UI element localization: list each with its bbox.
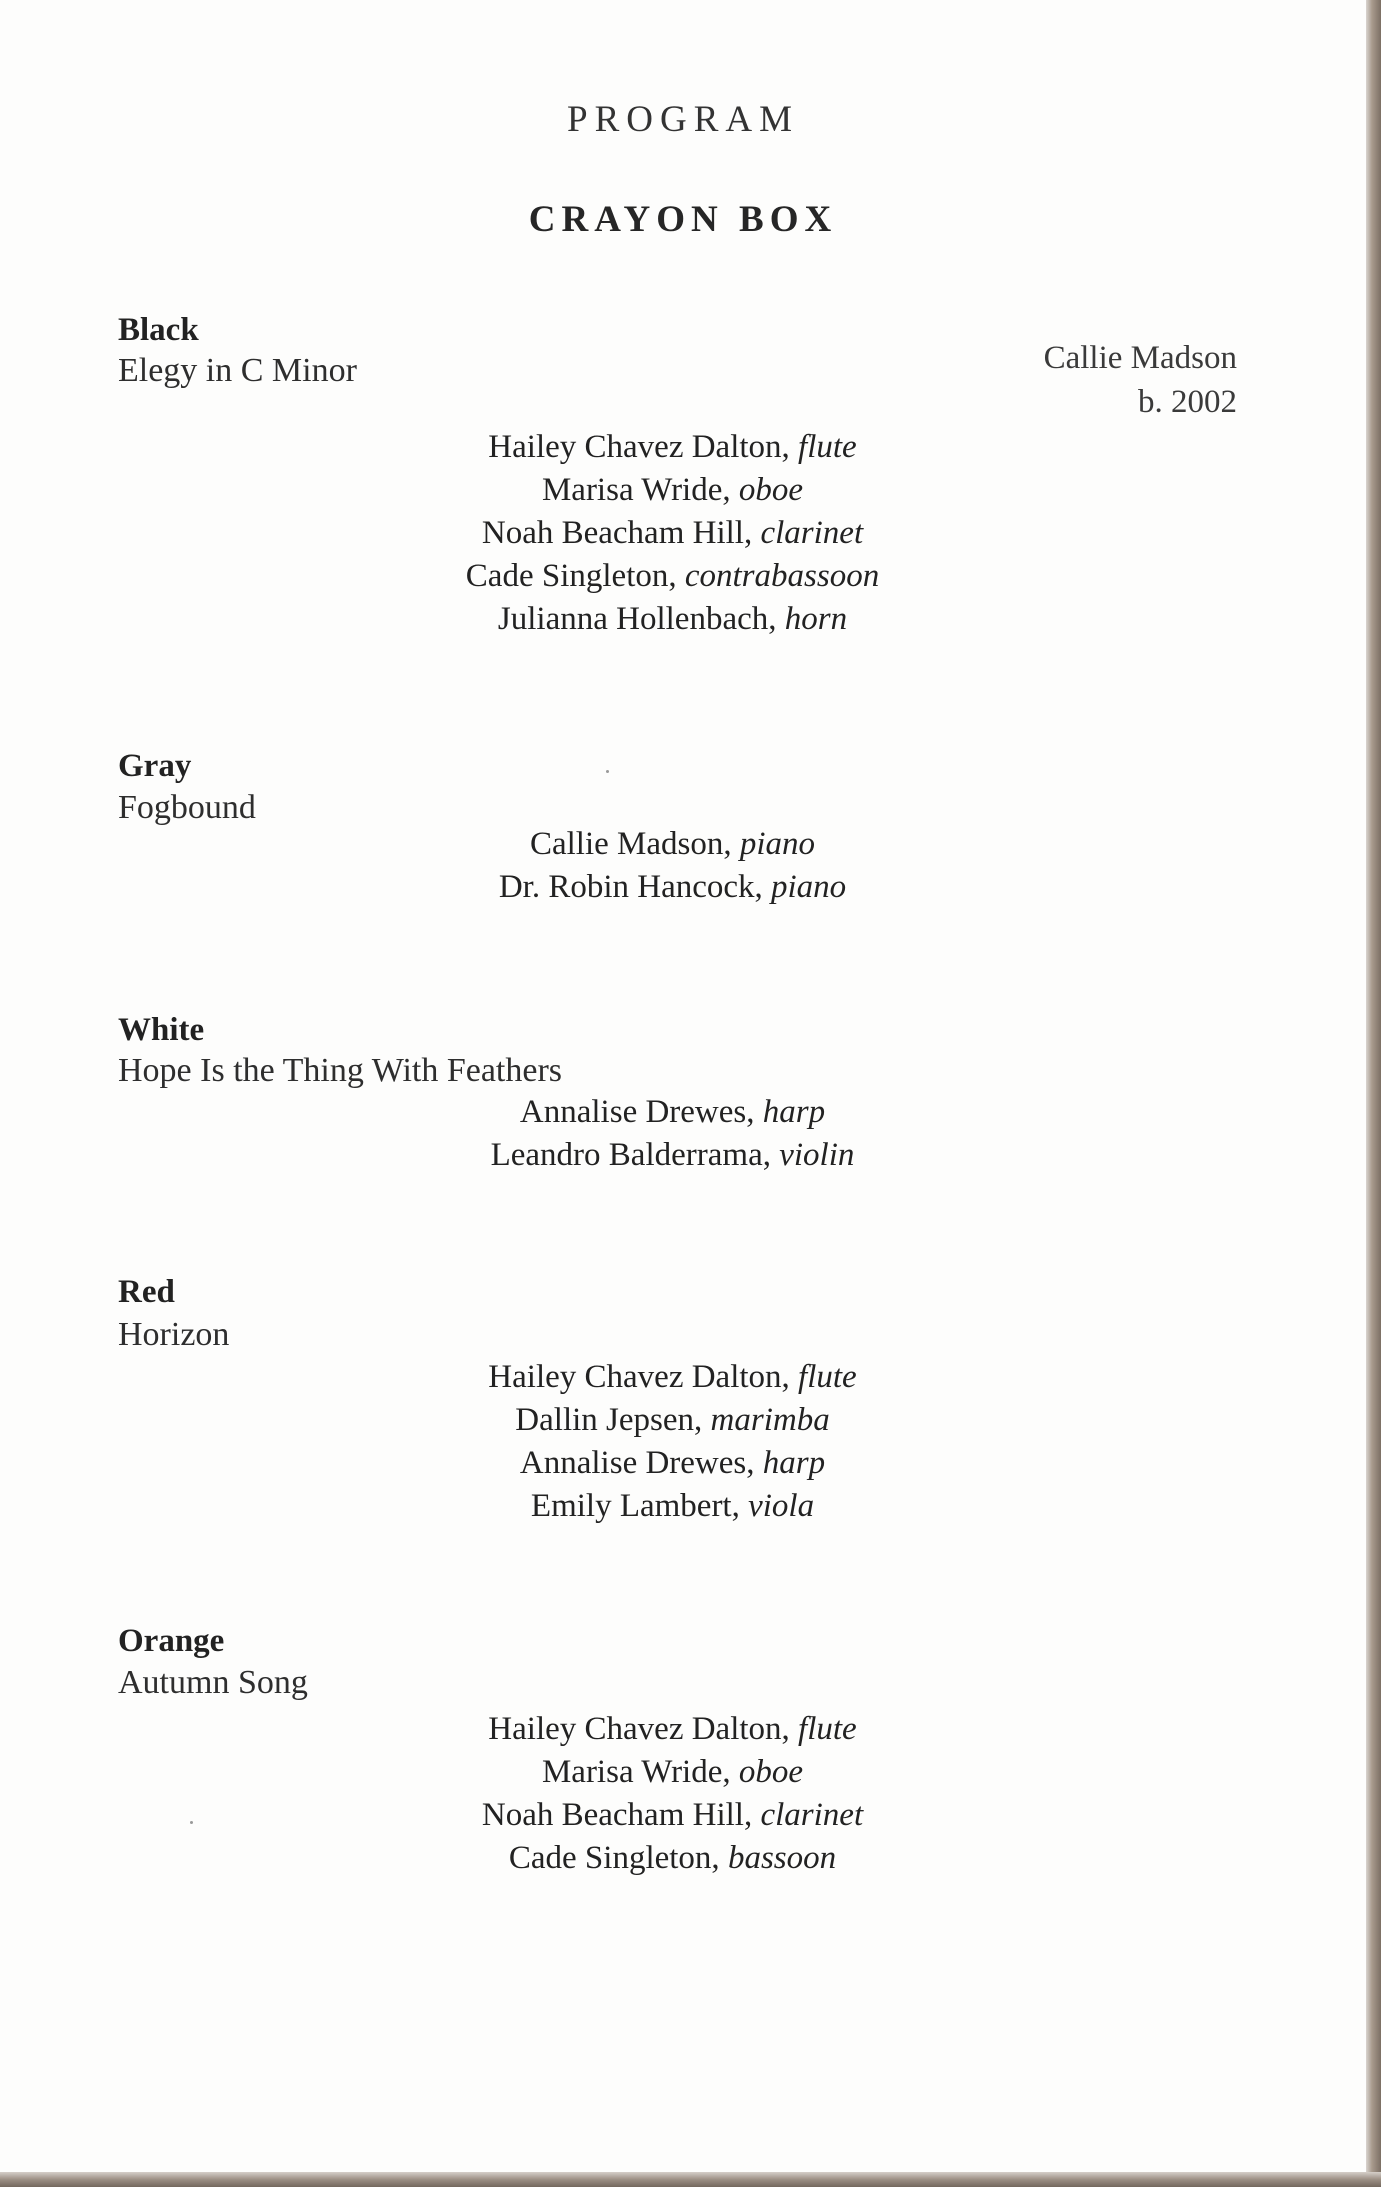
performer-name: Dallin Jepsen, xyxy=(515,1402,703,1438)
page-edge-bottom xyxy=(0,2172,1381,2187)
piece-color-name: Orange xyxy=(118,1623,225,1659)
composer-dates: b. 2002 xyxy=(1138,384,1237,420)
performer-name: Cade Singleton, xyxy=(508,1840,720,1876)
performer-name: Annalise Drewes, xyxy=(519,1445,755,1481)
performer-name: Julianna Hollenbach, xyxy=(497,601,777,637)
performer-list xyxy=(340,1708,1005,1880)
performer-list xyxy=(340,426,1005,641)
piece-title: Autumn Song xyxy=(118,1664,308,1701)
piece-color-name: White xyxy=(118,1012,205,1048)
performer-name: Hailey Chavez Dalton, xyxy=(488,1359,790,1395)
performer-instrument: contrabassoon xyxy=(684,558,880,594)
series-title: CRAYON BOX xyxy=(528,199,838,240)
performer-name: Marisa Wride, xyxy=(541,1754,731,1790)
performer-line xyxy=(340,555,1005,598)
performer-name: Hailey Chavez Dalton, xyxy=(488,1711,790,1747)
performer-list xyxy=(340,1356,1005,1528)
piece-title: Horizon xyxy=(118,1316,230,1353)
performer-instrument: clarinet xyxy=(760,1797,864,1833)
performer-name: Marisa Wride, xyxy=(541,472,731,508)
program-heading: PROGRAM xyxy=(567,99,799,140)
performer-line xyxy=(340,1134,1005,1177)
performer-instrument: clarinet xyxy=(760,515,864,551)
performer-line xyxy=(340,1751,1005,1794)
composer-name: Callie Madson xyxy=(1043,340,1237,376)
performer-instrument: flute xyxy=(798,429,857,465)
piece-color-name: Red xyxy=(118,1274,175,1310)
performer-line xyxy=(340,1442,1005,1485)
performer-instrument: oboe xyxy=(738,472,804,508)
performer-name: Leandro Balderrama, xyxy=(490,1137,771,1173)
performer-line xyxy=(340,823,1005,866)
performer-line xyxy=(340,1399,1005,1442)
performer-instrument: viola xyxy=(748,1488,815,1524)
performer-instrument: horn xyxy=(784,601,848,637)
paper-speck xyxy=(190,1821,193,1824)
performer-line xyxy=(340,426,1005,469)
piece-title: Hope Is the Thing With Feathers xyxy=(118,1052,563,1089)
piece-color-name: Gray xyxy=(118,748,192,784)
performer-line xyxy=(340,598,1005,641)
performer-instrument: harp xyxy=(762,1445,826,1481)
performer-instrument: oboe xyxy=(738,1754,804,1790)
performer-line xyxy=(340,1485,1005,1528)
performer-instrument: piano xyxy=(739,826,816,862)
performer-instrument: marimba xyxy=(710,1402,830,1438)
performer-instrument: violin xyxy=(779,1137,855,1173)
performer-line xyxy=(340,512,1005,555)
performer-line xyxy=(340,469,1005,512)
performer-instrument: flute xyxy=(798,1359,857,1395)
performer-name: Callie Madson, xyxy=(529,826,732,862)
performer-name: Dr. Robin Hancock, xyxy=(498,869,763,905)
performer-list xyxy=(340,1091,1005,1177)
performer-line xyxy=(340,1794,1005,1837)
piece-title: Fogbound xyxy=(118,789,256,826)
performer-line xyxy=(340,1091,1005,1134)
performer-list xyxy=(340,823,1005,909)
performer-instrument: flute xyxy=(798,1711,857,1747)
page-edge-right xyxy=(1366,0,1381,2187)
performer-instrument: piano xyxy=(771,869,847,905)
performer-name: Emily Lambert, xyxy=(530,1488,740,1524)
performer-instrument: harp xyxy=(762,1094,826,1130)
composer-block xyxy=(1044,336,1237,424)
performer-name: Annalise Drewes, xyxy=(519,1094,755,1130)
performer-name: Hailey Chavez Dalton, xyxy=(488,429,790,465)
performer-line xyxy=(340,1837,1005,1880)
performer-line xyxy=(340,1708,1005,1751)
paper-speck xyxy=(606,770,609,773)
performer-name: Noah Beacham Hill, xyxy=(481,515,753,551)
performer-name: Noah Beacham Hill, xyxy=(481,1797,753,1833)
performer-name: Cade Singleton, xyxy=(465,558,677,594)
performer-instrument: bassoon xyxy=(727,1840,837,1876)
piece-color-name: Black xyxy=(118,312,199,348)
performer-line xyxy=(340,866,1005,909)
performer-line xyxy=(340,1356,1005,1399)
piece-title: Elegy in C Minor xyxy=(118,352,357,389)
